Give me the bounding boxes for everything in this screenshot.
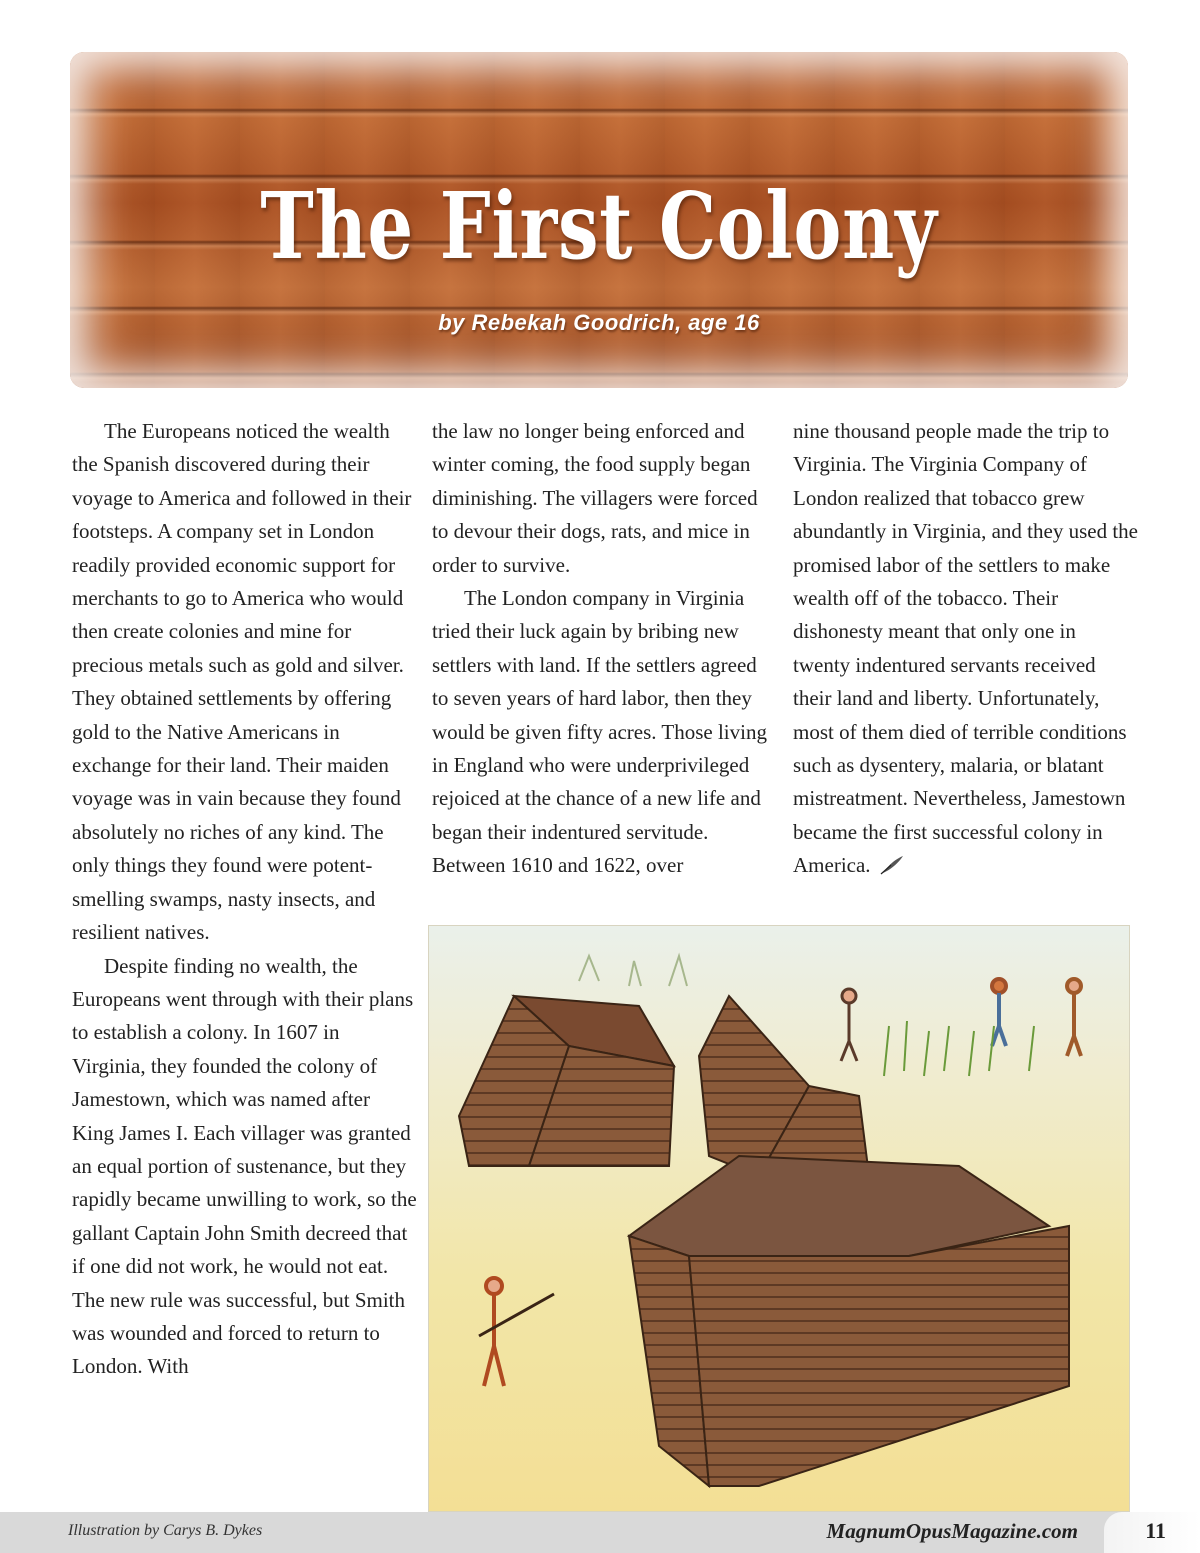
cabin: [629, 1156, 1069, 1486]
crop-field: [884, 1021, 1034, 1076]
settler-figure: [1067, 979, 1081, 1056]
text-column-2: [432, 415, 777, 883]
paragraph-text: nine thousand people made the trip to Virginia. The Virginia Company of London realized that tobacco grew abundantly in Virginia, and they used the promised labor of the settlers to make wealth off of the tobacco. Their dishonesty meant that only one in twenty indentured servants received their land and liberty. Unfortunately, most of them died of terrible conditions such as dysentery, malaria, or blatant mistreatment. Nevertheless, Jamestown became the first successful colony in America.: [793, 419, 1138, 878]
cabin: [699, 996, 869, 1176]
illustration: [428, 925, 1130, 1512]
illustration-credit: Illustration by Carys B. Dykes: [68, 1522, 263, 1539]
settler-figure: [992, 979, 1006, 1046]
title-banner: [70, 52, 1128, 388]
article-title: The First Colony: [260, 172, 938, 280]
website-url: MagnumOpusMagazine.com: [826, 1519, 1078, 1543]
settler-with-musket: [479, 1278, 554, 1386]
paragraph: The Europeans noticed the wealth the Spanish discovered during their voyage to America and followed in their footsteps. A company set in London readily provided economic support for merchants to go to America who would then create colonies and mine for precious metals such as gold and silver. They obtained settlements by offering gold to the Native Americans in exchange for their land. Their maiden voyage was in vain because they found absolutely no riches of any kind. The only things they found were potent-smelling swamps, nasty insects, and resilient natives.: [72, 419, 412, 945]
page-number-tab: [1104, 1512, 1200, 1553]
cabin: [459, 996, 674, 1166]
article-byline: by Rebekah Goodrich, age 16: [438, 310, 760, 335]
background-trees: [579, 956, 687, 986]
settler-figure: [841, 989, 857, 1061]
page-footer: [0, 1512, 1200, 1553]
page-number: 11: [1145, 1518, 1166, 1543]
paragraph: the law no longer being enforced and winter coming, the food supply began diminishing. The villagers were forced to devour their dogs, rats, and mice in order to survive.: [432, 419, 758, 577]
paragraph: Despite finding no wealth, the Europeans went through with their plans to establish a colony. In 1607 in Virginia, they founded the colony of Jamestown, which was named after King James I. Each villager was granted an equal portion of sustenance, but they rapidly became unwilling to work, so the gallant Captain John Smith decreed that if one did not work, he would not eat. The new rule was successful, but Smith was wounded and forced to return to London. With: [72, 953, 417, 1379]
paragraph: The London company in Virginia tried their luck again by bribing new settlers with land. If the settlers agreed to seven years of hard labor, then they would be given fifty acres. Those living in England who were underprivileged rejoiced at the chance of a new life and began their indentured servitude. Between 1610 and 1622, over: [432, 586, 767, 878]
text-column-1: [72, 415, 417, 1384]
quill-icon: [879, 853, 905, 886]
paragraph: [793, 415, 1138, 887]
text-column-3: [793, 415, 1138, 887]
